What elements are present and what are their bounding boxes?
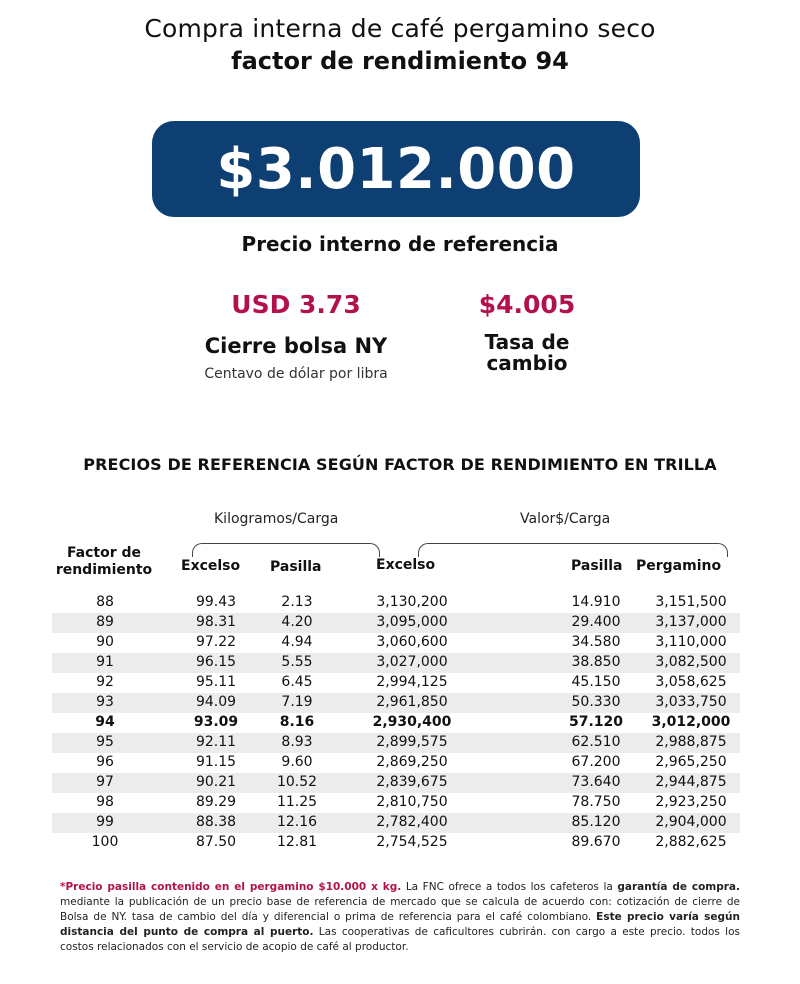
cell-pergamino: 2,882,625: [655, 834, 727, 850]
cell-pasilla-kg: 4.94: [281, 634, 313, 650]
table-row: [52, 633, 740, 653]
cell-pasilla-kg: 12.81: [276, 834, 318, 850]
cell-pergamino: 3,058,625: [655, 674, 727, 690]
main-price-label: Precio interno de referencia: [241, 232, 559, 256]
cell-pergamino: 3,151,500: [655, 594, 727, 610]
cell-pasilla-value: 45.150: [571, 674, 621, 690]
main-price-box: [152, 121, 640, 217]
cell-pasilla-value: 29.400: [571, 614, 621, 630]
exchange-rate-label: [462, 332, 592, 374]
cell-excelso-value: 3,060,600: [376, 634, 448, 650]
cell-excelso-kg: 87.50: [195, 834, 237, 850]
cell-excelso-kg: 92.11: [195, 734, 237, 750]
table-row: [52, 833, 740, 853]
cell-factor: 99: [96, 814, 114, 830]
cell-pasilla-kg: 7.19: [281, 694, 313, 710]
cell-pasilla-value: 57.120: [568, 714, 624, 730]
cell-pasilla-kg: 9.60: [281, 754, 313, 770]
cell-pergamino: 2,944,875: [655, 774, 727, 790]
table-title: PRECIOS DE REFERENCIA SEGÚN FACTOR DE RENDIMIENTO EN TRILLA: [83, 455, 717, 474]
cell-excelso-kg: 90.21: [195, 774, 237, 790]
cell-factor: 100: [91, 834, 119, 850]
footnote-text-3: Las cooperativas de caficultores cubrirán. con cargo a este precio. todos los costos relacionados con el servicio de acopio de café al productor.: [60, 926, 740, 953]
cell-pasilla-kg: 4.20: [281, 614, 313, 630]
cell-factor: 93: [96, 694, 114, 710]
cell-excelso-value: 2,930,400: [372, 714, 452, 730]
footnote-pasilla-note: *Precio pasilla contenido en el pergamino $10.000 x kg.: [60, 881, 402, 893]
cell-factor: 89: [96, 614, 114, 630]
cell-pergamino: 3,110,000: [655, 634, 727, 650]
group-label-value: Valor$/Carga: [520, 511, 611, 527]
header-excelso-value: Excelso: [376, 557, 436, 573]
footnote-bold-1: garantía de compra.: [617, 881, 740, 893]
cell-excelso-kg: 91.15: [195, 754, 237, 770]
cell-pergamino: 3,137,000: [655, 614, 727, 630]
cell-excelso-kg: 98.31: [195, 614, 237, 630]
footnote-text-1: La FNC ofrece a todos los cafeteros la: [401, 881, 618, 893]
cell-factor: 94: [95, 714, 115, 730]
cell-excelso-kg: 89.29: [195, 794, 237, 810]
cell-pasilla-value: 34.580: [571, 634, 621, 650]
table-row: [52, 593, 740, 613]
cell-factor: 88: [96, 594, 114, 610]
header-factor: [54, 545, 154, 579]
cell-excelso-value: 2,961,850: [376, 694, 448, 710]
ny-close-unit: Centavo de dólar por libra: [204, 366, 388, 382]
cell-pasilla-value: 78.750: [571, 794, 621, 810]
cell-excelso-value: 2,899,575: [376, 734, 448, 750]
table-row: [52, 793, 740, 813]
cell-pergamino: 3,082,500: [655, 654, 727, 670]
cell-excelso-kg: 88.38: [195, 814, 237, 830]
cell-excelso-value: 2,810,750: [376, 794, 448, 810]
cell-excelso-value: 2,994,125: [376, 674, 448, 690]
page-subtitle: factor de rendimiento 94: [231, 47, 569, 75]
price-table: [52, 593, 740, 853]
main-price-value: $3.012.000: [216, 136, 576, 202]
cell-pasilla-value: 62.510: [571, 734, 621, 750]
cell-pasilla-kg: 6.45: [281, 674, 313, 690]
table-row: [52, 713, 740, 733]
exchange-rate-label-line1: Tasa de: [484, 330, 570, 354]
cell-excelso-value: 2,839,675: [376, 774, 448, 790]
table-row: [52, 653, 740, 673]
cell-excelso-value: 2,754,525: [376, 834, 448, 850]
cell-pasilla-kg: 8.16: [279, 714, 315, 730]
cell-pasilla-kg: 10.52: [276, 774, 318, 790]
footnote: [60, 880, 740, 955]
cell-pergamino: 2,965,250: [655, 754, 727, 770]
table-row: [52, 673, 740, 693]
cell-factor: 98: [96, 794, 114, 810]
cell-pergamino: 2,988,875: [655, 734, 727, 750]
cell-excelso-value: 3,130,200: [376, 594, 448, 610]
bracket-value: [418, 543, 728, 557]
cell-excelso-kg: 99.43: [195, 594, 237, 610]
header-pergamino: Pergamino: [636, 558, 722, 574]
header-factor-line1: Factor de: [66, 545, 142, 561]
table-row: [52, 773, 740, 793]
cell-pasilla-kg: 2.13: [281, 594, 313, 610]
header-factor-line2: rendimiento: [55, 562, 153, 578]
cell-pergamino: 3,033,750: [655, 694, 727, 710]
cell-pasilla-kg: 8.93: [281, 734, 313, 750]
cell-excelso-value: 3,027,000: [376, 654, 448, 670]
cell-pasilla-value: 50.330: [571, 694, 621, 710]
table-row: [52, 613, 740, 633]
footnote-bold-2: Este precio varía según distancia del punto de compra al puerto.: [60, 911, 741, 938]
header-pasilla-kg: Pasilla: [270, 559, 322, 575]
cell-factor: 97: [96, 774, 114, 790]
ny-close-label: Cierre bolsa NY: [204, 334, 388, 358]
ny-close-value: USD 3.73: [231, 290, 361, 319]
cell-excelso-kg: 94.09: [195, 694, 237, 710]
cell-excelso-value: 2,869,250: [376, 754, 448, 770]
cell-factor: 96: [96, 754, 114, 770]
cell-factor: 90: [96, 634, 114, 650]
cell-pasilla-value: 73.640: [571, 774, 621, 790]
cell-pasilla-kg: 5.55: [281, 654, 313, 670]
cell-pasilla-kg: 12.16: [276, 814, 318, 830]
cell-pasilla-value: 67.200: [571, 754, 621, 770]
cell-factor: 95: [96, 734, 114, 750]
cell-excelso-kg: 96.15: [195, 654, 237, 670]
cell-factor: 92: [96, 674, 114, 690]
cell-excelso-value: 3,095,000: [376, 614, 448, 630]
cell-excelso-kg: 95.11: [195, 674, 237, 690]
footnote-text-2: mediante la publicación de un precio base de referencia de mercado que se calcula de acuerdo con: cotización de cierre de Bolsa de NY. tasa de cambio del día y diferencial o prima de referencia para el café colombiano.: [60, 896, 740, 923]
cell-pasilla-value: 89.670: [571, 834, 621, 850]
exchange-rate-label-line2: cambio: [486, 351, 568, 375]
cell-excelso-value: 2,782,400: [376, 814, 448, 830]
table-row: [52, 813, 740, 833]
table-row: [52, 733, 740, 753]
cell-pasilla-kg: 11.25: [276, 794, 318, 810]
bracket-kilograms: [192, 543, 380, 557]
table-row: [52, 753, 740, 773]
table-row: [52, 693, 740, 713]
header-pasilla-value: Pasilla: [571, 558, 623, 574]
cell-pergamino: 2,923,250: [655, 794, 727, 810]
cell-factor: 91: [96, 654, 114, 670]
cell-excelso-kg: 97.22: [195, 634, 237, 650]
cell-excelso-kg: 93.09: [193, 714, 239, 730]
group-label-kilograms: Kilogramos/Carga: [214, 511, 339, 527]
page-title: Compra interna de café pergamino seco: [144, 14, 656, 43]
cell-pasilla-value: 14.910: [571, 594, 621, 610]
exchange-rate-value: $4.005: [478, 290, 576, 319]
header-excelso-kg: Excelso: [181, 558, 241, 574]
cell-pasilla-value: 38.850: [571, 654, 621, 670]
cell-pasilla-value: 85.120: [571, 814, 621, 830]
cell-pergamino: 3,012,000: [651, 714, 731, 730]
cell-pergamino: 2,904,000: [655, 814, 727, 830]
